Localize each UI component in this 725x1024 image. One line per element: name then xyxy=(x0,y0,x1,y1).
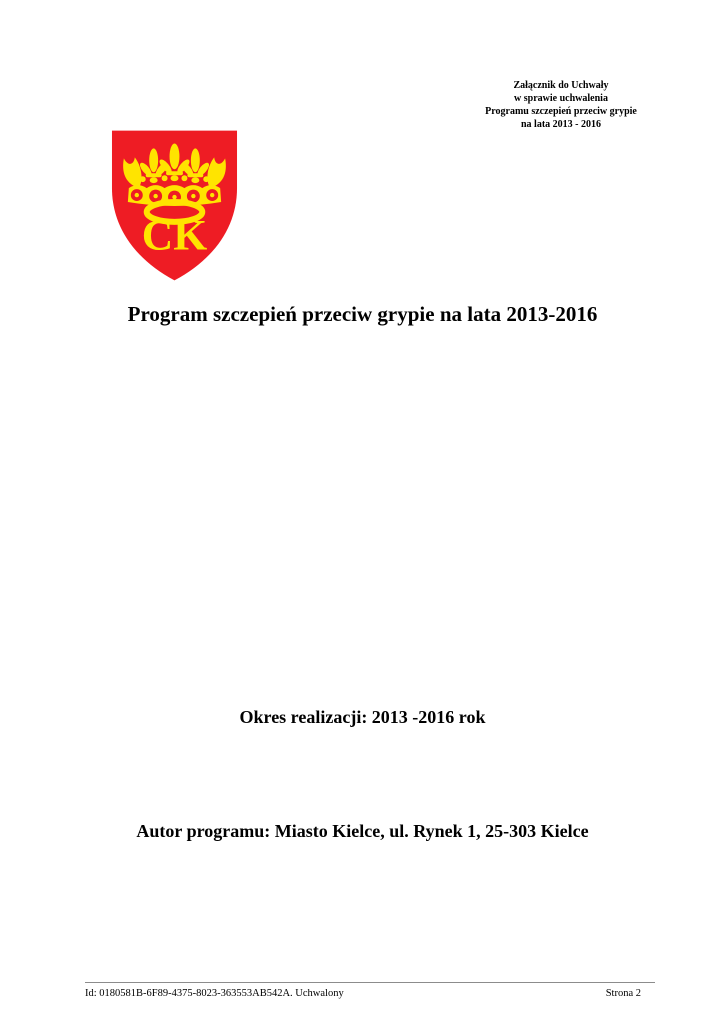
header-annotation-line-4: na lata 2013 - 2016 xyxy=(521,119,601,130)
program-author: Autor programu: Miasto Kielce, ul. Rynek 1, 25-303 Kielce xyxy=(136,821,589,841)
header-annotation-line-1: Załącznik do Uchwały xyxy=(513,80,609,91)
ck-monogram: CK xyxy=(141,211,208,260)
header-annotation xyxy=(450,79,672,131)
header-annotation-line-3: Programu szczepień przeciw grypie xyxy=(485,106,637,117)
shield-icon xyxy=(109,128,240,283)
document-title: Program szczepień przeciw grypie na lata 2013-2016 xyxy=(127,302,598,326)
realization-period: Okres realizacji: 2013 -2016 rok xyxy=(239,707,486,727)
footer-divider xyxy=(85,982,655,983)
footer-page-number: Strona 2 xyxy=(605,988,641,999)
kielce-coat-of-arms-icon xyxy=(109,128,240,283)
header-annotation-line-2: w sprawie uchwalenia xyxy=(514,93,608,104)
page-footer xyxy=(85,987,641,1001)
footer-document-id: Id: 0180581B-6F89-4375-8023-363553AB542A. Uchwalony xyxy=(85,988,344,999)
